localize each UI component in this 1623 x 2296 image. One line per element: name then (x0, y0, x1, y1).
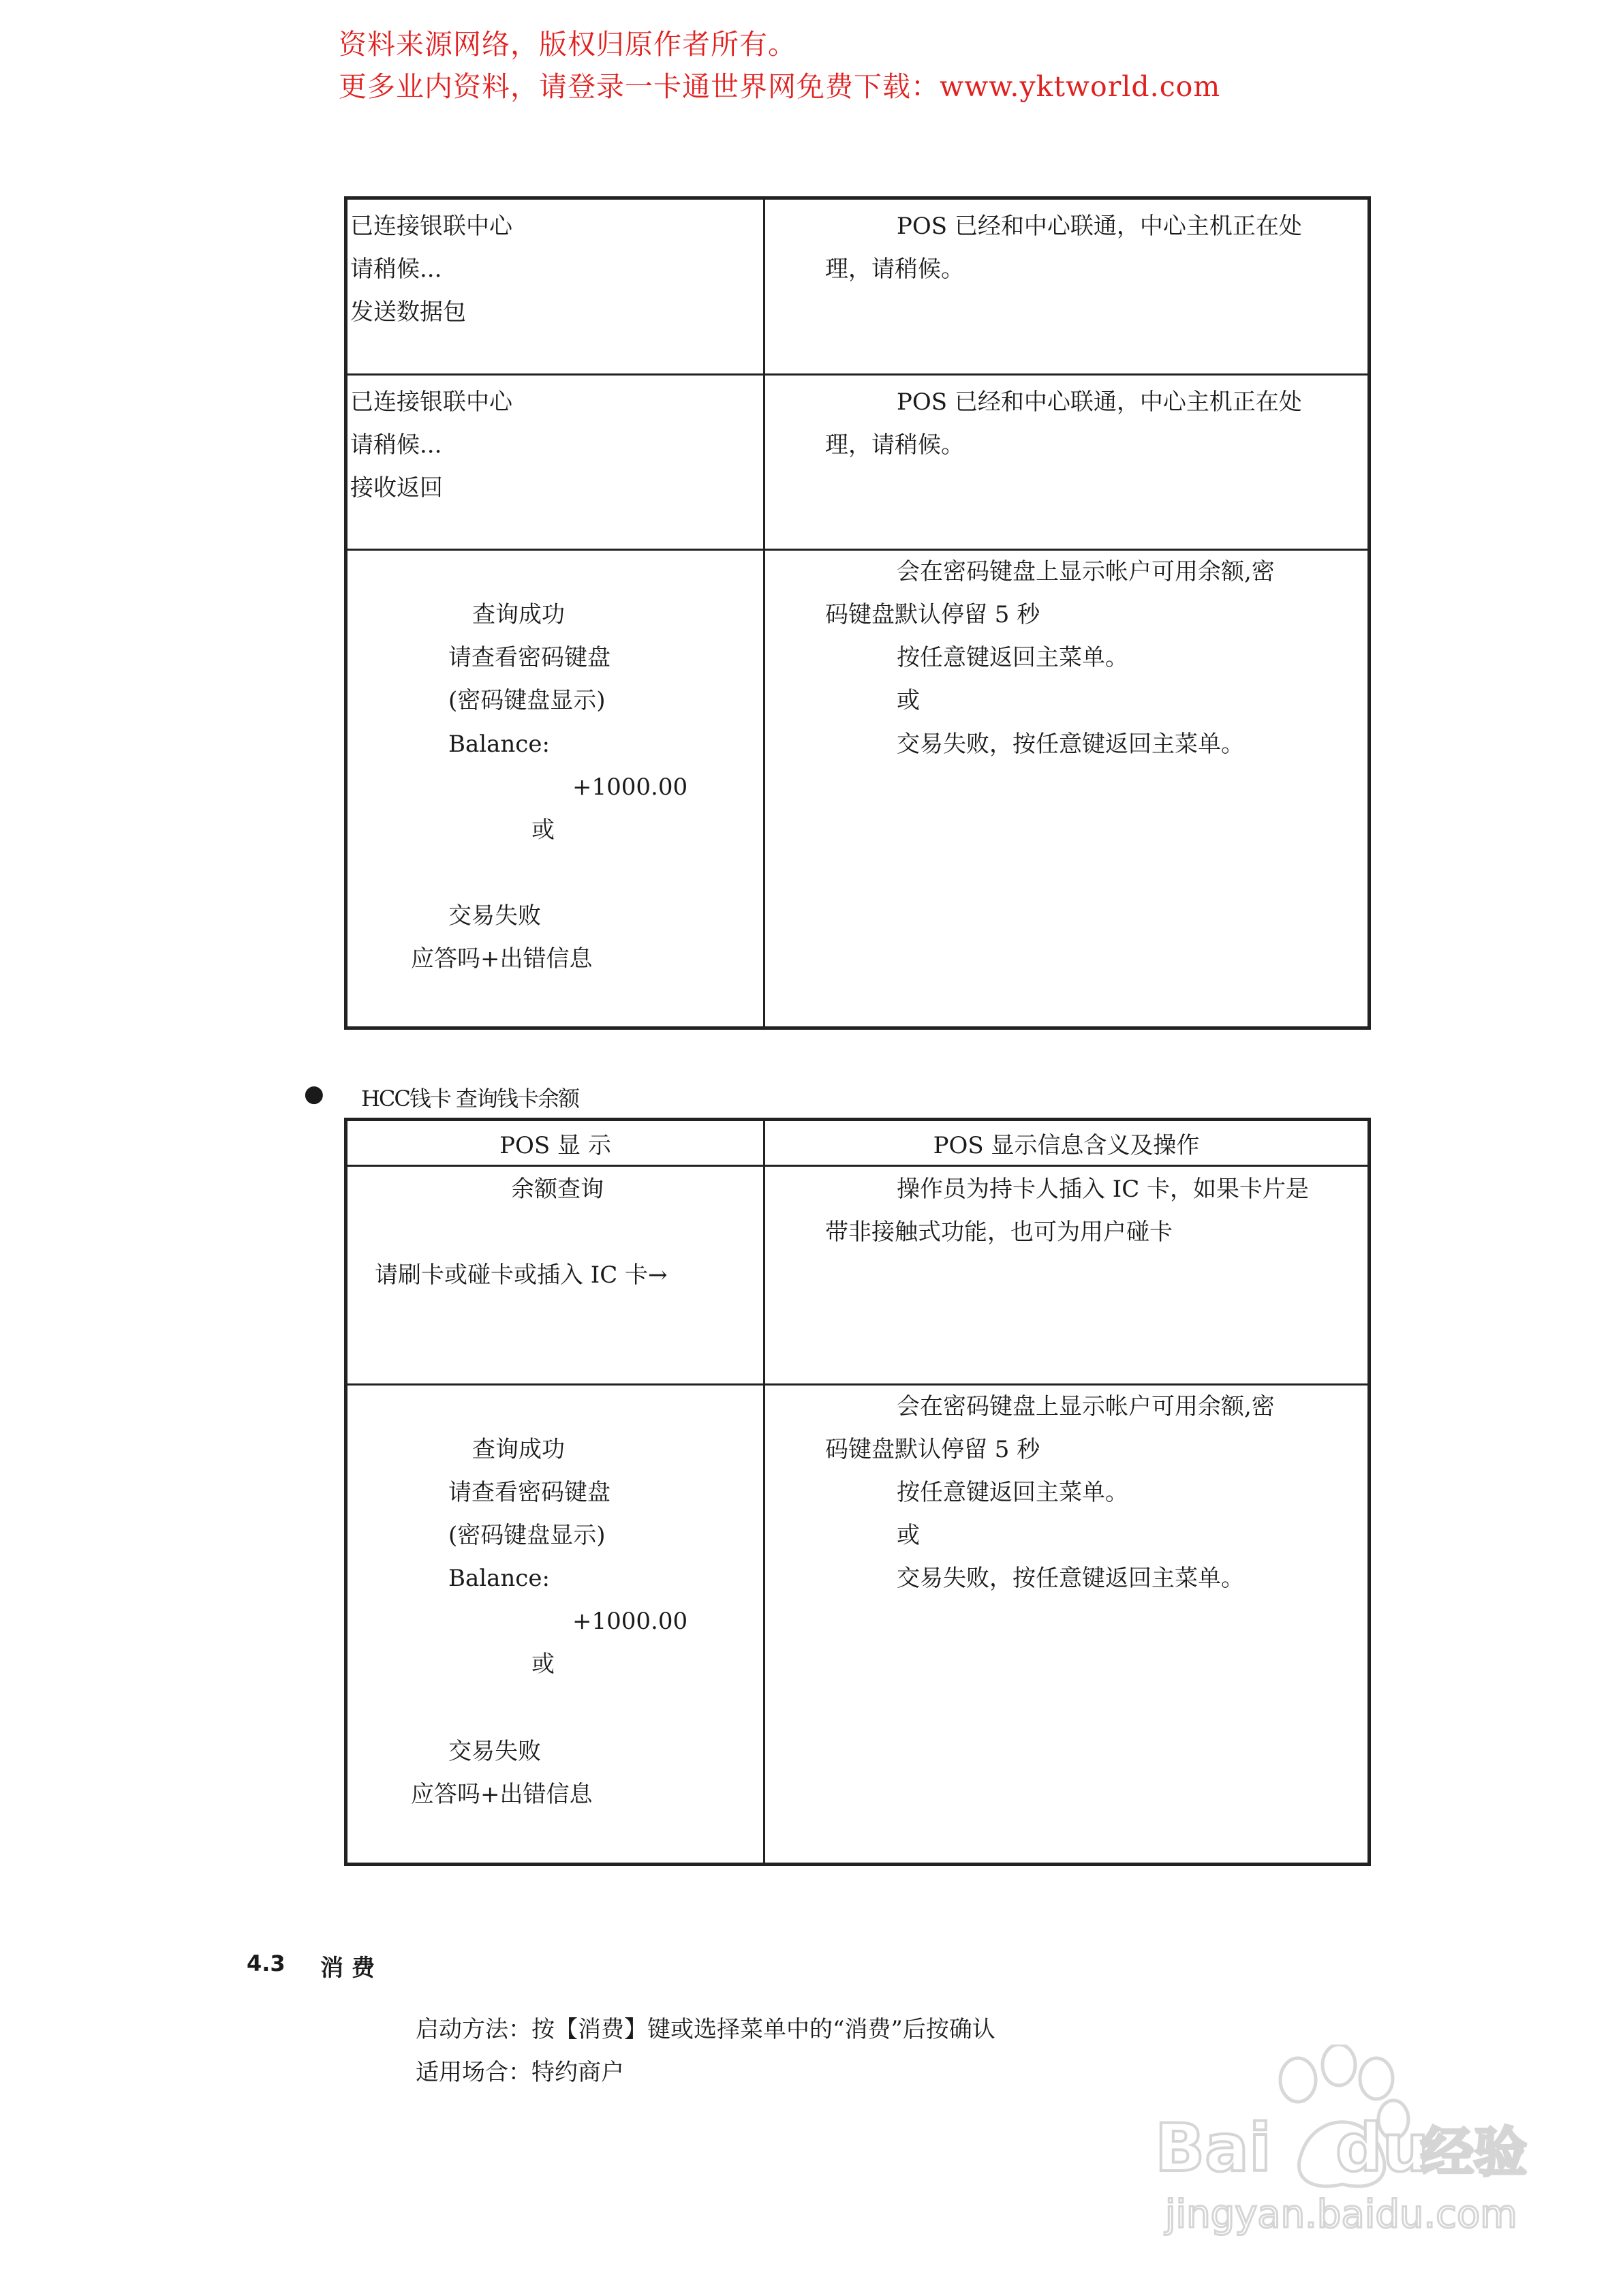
display-line: 请查看密码键盘 (448, 644, 610, 671)
display-line: 应答吗+出错信息 (411, 1781, 593, 1808)
display-line: 请查看密码键盘 (448, 1479, 610, 1506)
display-line: +1000.00 (572, 1608, 688, 1635)
pos-display-cell (346, 550, 764, 1028)
display-line: 查询成功 (472, 1436, 565, 1463)
display-line: 发送数据包 (350, 299, 466, 326)
table-row (346, 198, 1370, 375)
display-line: 请稍候... (350, 431, 442, 459)
meaning-line: 交易失败，按任意键返回主菜单。 (897, 1565, 1244, 1592)
source-notice-line-1: 资料来源网络，版权归原作者所有。 (339, 28, 797, 61)
meaning-cell (764, 375, 1370, 550)
column-header-pos-display: POS 显 示 (346, 1120, 764, 1166)
display-line: 已连接银联中心 (350, 213, 512, 240)
display-line: Balance: (448, 731, 550, 758)
table-header-row (346, 1120, 1370, 1166)
baidu-jingyan-watermark-logo (1151, 2045, 1533, 2249)
display-line: 余额查询 (511, 1176, 604, 1203)
column-header-meaning: POS 显示信息含义及操作 (764, 1120, 1370, 1166)
section-paragraph-line: 适用场合：特约商户 (416, 2059, 624, 2086)
display-line: 交易失败 (448, 1738, 541, 1765)
svg-text:经验: 经验 (1421, 2122, 1528, 2184)
meaning-cell (764, 1166, 1370, 1385)
meaning-line: 理，请稍候。 (825, 256, 964, 283)
display-line: +1000.00 (572, 774, 688, 801)
table-row (346, 550, 1370, 1028)
table-row (346, 375, 1370, 550)
source-notice (339, 23, 1220, 108)
meaning-line: 或 (897, 1522, 920, 1549)
display-line: (密码键盘显示) (448, 1522, 606, 1549)
section-paragraph-line: 启动方法：按【消费】键或选择菜单中的“消费”后按确认 (416, 2016, 995, 2043)
meaning-line: 码键盘默认停留 5 秒 (825, 1436, 1040, 1463)
pos-display-cell (346, 375, 764, 550)
meaning-line: 码键盘默认停留 5 秒 (825, 601, 1040, 628)
section-number: 4.3 (247, 1950, 285, 1976)
transaction-screen-table-2 (344, 1118, 1371, 1866)
display-line: 交易失败 (448, 902, 541, 930)
meaning-line: 或 (897, 687, 920, 714)
display-line: Balance: (448, 1565, 550, 1592)
meaning-line: 操作员为持卡人插入 IC 卡，如果卡片是 (897, 1176, 1310, 1203)
display-line: 应答吗+出错信息 (411, 945, 593, 973)
meaning-line: 理，请稍候。 (825, 431, 964, 459)
meaning-line: 交易失败，按任意键返回主菜单。 (897, 731, 1244, 758)
svg-text:Bai: Bai (1155, 2110, 1271, 2186)
bullet-label: HCC钱卡 查询钱卡余额 (361, 1086, 579, 1112)
table-row (346, 1166, 1370, 1385)
display-line: 或 (531, 1651, 555, 1678)
pos-display-cell (346, 1166, 764, 1385)
meaning-line: POS 已经和中心联通，中心主机正在处 (897, 213, 1302, 240)
display-line: 或 (531, 816, 555, 844)
transaction-screen-table-1 (344, 196, 1371, 1030)
meaning-line: 会在密码键盘上显示帐户可用余额,密 (897, 558, 1275, 585)
display-line: 查询成功 (472, 601, 565, 628)
display-line: 请刷卡或碰卡或插入 IC 卡→ (375, 1261, 668, 1289)
pos-display-cell (346, 198, 764, 375)
svg-text:du: du (1335, 2110, 1429, 2186)
svg-text:jingyan.baidu.com: jingyan.baidu.com (1165, 2192, 1517, 2237)
section-title: 消费 (320, 1955, 383, 1982)
meaning-cell (764, 1385, 1370, 1865)
table-row (346, 1385, 1370, 1865)
meaning-line: 按任意键返回主菜单。 (897, 1479, 1128, 1506)
meaning-line: 带非接触式功能，也可为用户碰卡 (825, 1219, 1173, 1246)
display-line: 请稍候... (350, 256, 442, 283)
meaning-cell (764, 550, 1370, 1028)
source-notice-line-2: 更多业内资料，请登录一卡通世界网免费下载：www.yktworld.com (339, 70, 1221, 103)
meaning-cell (764, 198, 1370, 375)
display-line: (密码键盘显示) (448, 687, 606, 714)
pos-display-cell (346, 1385, 764, 1865)
meaning-line: POS 已经和中心联通，中心主机正在处 (897, 388, 1302, 416)
bullet-icon: ● (304, 1080, 324, 1107)
meaning-line: 会在密码键盘上显示帐户可用余额,密 (897, 1393, 1275, 1420)
display-line: 已连接银联中心 (350, 388, 512, 416)
meaning-line: 按任意键返回主菜单。 (897, 644, 1128, 671)
display-line: 接收返回 (350, 474, 443, 502)
